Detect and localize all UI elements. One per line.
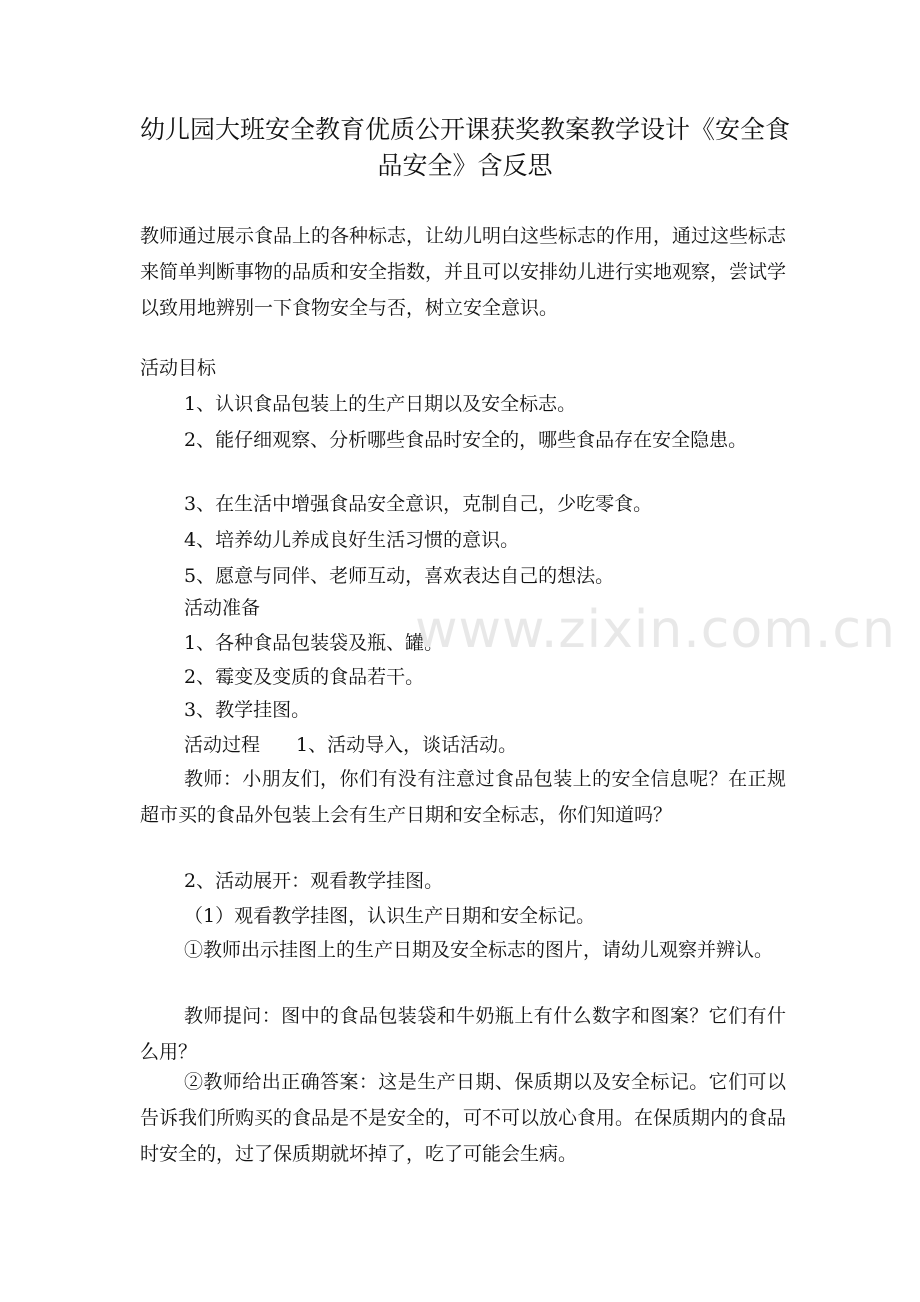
goals-heading: 活动目标	[140, 357, 217, 379]
goal-item: 3、在生活中增强食品安全意识，克制自己，少吃零食。	[184, 493, 653, 515]
process-paragraph: 2、活动展开：观看教学挂图。	[184, 870, 444, 892]
process-step-1: 1、活动导入，谈话活动。	[296, 734, 518, 756]
process-paragraph: 教师提问：图中的食品包装袋和牛奶瓶上有什么数字和图案？它们有什么用？	[140, 1005, 786, 1063]
intro-paragraph: 教师通过展示食品上的各种标志，让幼儿明白这些标志的作用，通过这些标志来简单判断事物的品质和安全指数，并且可以安排幼儿进行实地观察，尝试学以致用地辨别一下食物安全与否，树立安全意识。	[140, 225, 787, 319]
prep-item: 2、霉变及变质的食品若干。	[184, 666, 425, 688]
goal-item: 2、能仔细观察、分析哪些食品时安全的，哪些食品存在安全隐患。	[184, 429, 748, 451]
goal-item: 1、认识食品包装上的生产日期以及安全标志。	[184, 393, 577, 415]
goal-item: 4、培养幼儿养成良好生活习惯的意识。	[184, 529, 520, 551]
prep-heading: 活动准备	[184, 597, 261, 619]
process-heading: 活动过程	[184, 734, 261, 756]
process-paragraph: ②教师给出正确答案：这是生产日期、保质期以及安全标记。它们可以告诉我们所购买的食品是不是安全的，可不可以放心食用。在保质期内的食品时安全的，过了保质期就坏掉了，吃了可能会生病。	[140, 1071, 787, 1165]
prep-item: 3、教学挂图。	[184, 699, 311, 721]
process-paragraph: 教师：小朋友们，你们有没有注意过食品包装上的安全信息呢？在正规超市买的食品外包装上会有生产日期和安全标志，你们知道吗？	[140, 768, 786, 826]
prep-item: 1、各种食品包装袋及瓶、罐。	[184, 632, 444, 654]
document-title: 幼儿园大班安全教育优质公开课获奖教案教学设计《安全食品安全》含反思	[140, 115, 791, 180]
process-paragraph: （1）观看教学挂图，认识生产日期和安全标记。	[184, 905, 596, 927]
process-heading-line	[140, 727, 786, 763]
goal-item: 5、愿意与同伴、老师互动，喜欢表达自己的想法。	[184, 565, 615, 587]
watermark: www.zixin.com.cn	[415, 600, 896, 660]
process-paragraph: ①教师出示挂图上的生产日期及安全标志的图片，请幼儿观察并辨认。	[184, 939, 774, 961]
